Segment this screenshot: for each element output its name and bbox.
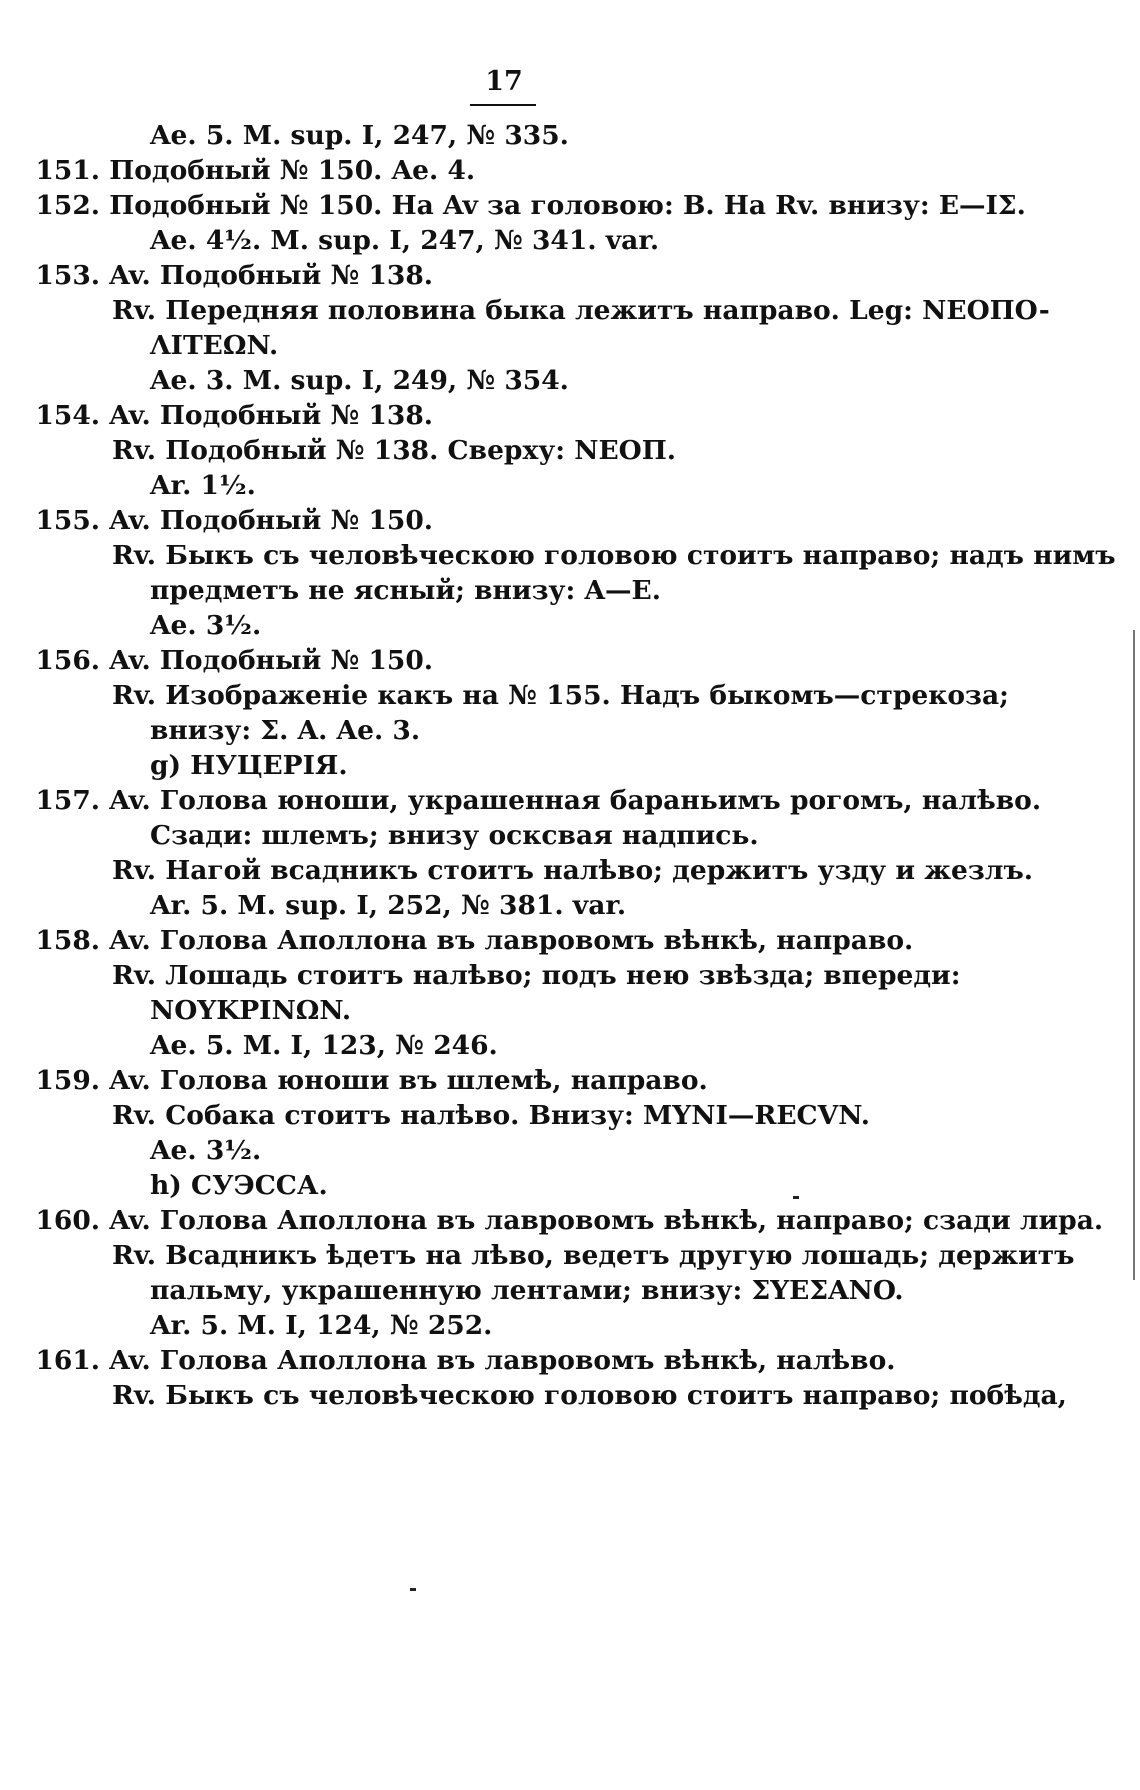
- entry-line: [112, 958, 961, 994]
- entry-line: [150, 328, 278, 364]
- entry-line: [20, 923, 913, 959]
- line-text: внизу: Σ. A. Ae. 3.: [150, 715, 421, 746]
- entry-line: [20, 1203, 1103, 1239]
- scan-speck: [410, 1588, 416, 1591]
- page-number-rule: [470, 104, 536, 106]
- entry-line: [112, 1098, 870, 1134]
- entry-line: [150, 608, 261, 644]
- entry-number: 151.: [35, 155, 100, 186]
- entry-line: [20, 398, 433, 434]
- entry-number: 153.: [35, 260, 100, 291]
- line-text: ΛITEΩN.: [150, 330, 279, 361]
- line-text: Ar. 5. M. sup. I, 252, № 381. var.: [150, 890, 627, 921]
- entry-line: [150, 573, 661, 609]
- entry-line: [20, 258, 433, 294]
- line-text: NOYKPINΩN.: [150, 995, 352, 1026]
- line-text: Av. Голова Аполлона въ лавровомъ вѣнкѣ, направо.: [109, 925, 914, 956]
- section-title: g) НУЦЕРІЯ.: [150, 750, 348, 781]
- entry-line: [112, 293, 1050, 329]
- entry-number: 161.: [35, 1345, 100, 1376]
- entry-number: 158.: [35, 925, 100, 956]
- line-text: Rv. Всадникъ ѣдетъ на лѣво, ведетъ другую лошадь; держитъ: [112, 1240, 1075, 1271]
- entry-line: [20, 188, 1026, 224]
- section-title: h) СУЭССА.: [150, 1170, 328, 1201]
- entry-line: [150, 468, 256, 504]
- entry-number: 160.: [35, 1205, 100, 1236]
- line-text: Av. Голова Аполлона въ лавровомъ вѣнкѣ, направо; сзади лира.: [109, 1205, 1104, 1236]
- entry-line: [20, 783, 1041, 819]
- entry-number: 159.: [35, 1065, 100, 1096]
- entry-line: [150, 713, 420, 749]
- entry-line: [20, 503, 433, 539]
- section-heading: [150, 1168, 328, 1204]
- entry-line: [150, 1028, 498, 1064]
- entry-line: [150, 818, 759, 854]
- line-text: Ar. 5. M. I, 124, № 252.: [150, 1310, 493, 1341]
- entry-line: [150, 223, 659, 259]
- line-text: пальму, украшенную лентами; внизу: ΣYEΣANO.: [150, 1275, 904, 1306]
- entry-line: [150, 993, 351, 1029]
- entry-line: [112, 1378, 1067, 1414]
- entry-line: [150, 1273, 904, 1309]
- line-text: Ae. 5. M. sup. I, 247, № 335.: [150, 120, 569, 151]
- entry-number: 152.: [35, 190, 100, 221]
- line-text: Подобный № 150. Ae. 4.: [109, 155, 476, 186]
- line-text: Av. Подобный № 138.: [109, 400, 434, 431]
- line-text: Ae. 3½.: [150, 1135, 262, 1166]
- entry-line: [150, 363, 569, 399]
- entry-line: [112, 678, 1009, 714]
- line-text: Av. Подобный № 138.: [109, 260, 434, 291]
- line-text: Av. Голова юноши, украшенная бараньимъ рогомъ, налѣво.: [109, 785, 1042, 816]
- entry-number: 155.: [35, 505, 100, 536]
- scan-speck: [793, 1196, 799, 1199]
- entry-line: [150, 888, 626, 924]
- line-text: Av. Голова Аполлона въ лавровомъ вѣнкѣ, налѣво.: [109, 1345, 896, 1376]
- entry-line: [20, 643, 433, 679]
- line-text: Av. Подобный № 150.: [109, 645, 434, 676]
- line-text: Rv. Изображеніе какъ на № 155. Надъ быкомъ—стрекоза;: [112, 680, 1009, 711]
- line-text: Rv. Собака стоитъ налѣво. Внизу: MYNI—RECVN.: [112, 1100, 870, 1131]
- line-text: Rv. Быкъ съ человѣческою головою стоитъ направо; надъ нимъ: [112, 540, 1116, 571]
- entry-line: [112, 853, 1033, 889]
- line-text: Ae. 4½. M. sup. I, 247, № 341. var.: [150, 225, 660, 256]
- entry-line: [150, 118, 569, 154]
- line-text: Rv. Лошадь стоитъ налѣво; подъ нею звѣзда; впереди:: [112, 960, 961, 991]
- line-text: Ar. 1½.: [150, 470, 256, 501]
- section-heading: [150, 748, 348, 784]
- line-text: Подобный № 150. На Av за головою: B. На Rv. внизу: E—IΣ.: [109, 190, 1026, 221]
- line-text: Сзади: шлемъ; внизу осксвая надпись.: [150, 820, 759, 851]
- line-text: Rv. Подобный № 138. Сверху: NEOΠ.: [112, 435, 676, 466]
- entry-line: [112, 1238, 1075, 1274]
- line-text: Rv. Быкъ съ человѣческою головою стоитъ направо; побѣда,: [112, 1380, 1067, 1411]
- line-text: Ae. 3. M. sup. I, 249, № 354.: [150, 365, 569, 396]
- entry-line: [20, 153, 475, 189]
- line-text: Av. Голова юноши въ шлемѣ, направо.: [109, 1065, 708, 1096]
- entry-line: [20, 1063, 708, 1099]
- line-text: Rv. Нагой всадникъ стоитъ налѣво; держитъ узду и жезлъ.: [112, 855, 1033, 886]
- entry-number: 157.: [35, 785, 100, 816]
- entry-number: 154.: [35, 400, 100, 431]
- scan-margin-line: [1133, 630, 1135, 1280]
- page-number: 17: [485, 66, 523, 97]
- line-text: Av. Подобный № 150.: [109, 505, 434, 536]
- line-text: Rv. Передняя половина быка лежитъ направо. Leg: NEOΠO-: [112, 295, 1050, 326]
- entry-number: 156.: [35, 645, 100, 676]
- entry-line: [20, 1343, 896, 1379]
- entry-line: [150, 1133, 261, 1169]
- line-text: Ae. 3½.: [150, 610, 262, 641]
- line-text: Ae. 5. M. I, 123, № 246.: [150, 1030, 498, 1061]
- entry-line: [112, 538, 1116, 574]
- line-text: предметъ не ясный; внизу: A—E.: [150, 575, 661, 606]
- entry-line: [150, 1308, 492, 1344]
- entry-line: [112, 433, 676, 469]
